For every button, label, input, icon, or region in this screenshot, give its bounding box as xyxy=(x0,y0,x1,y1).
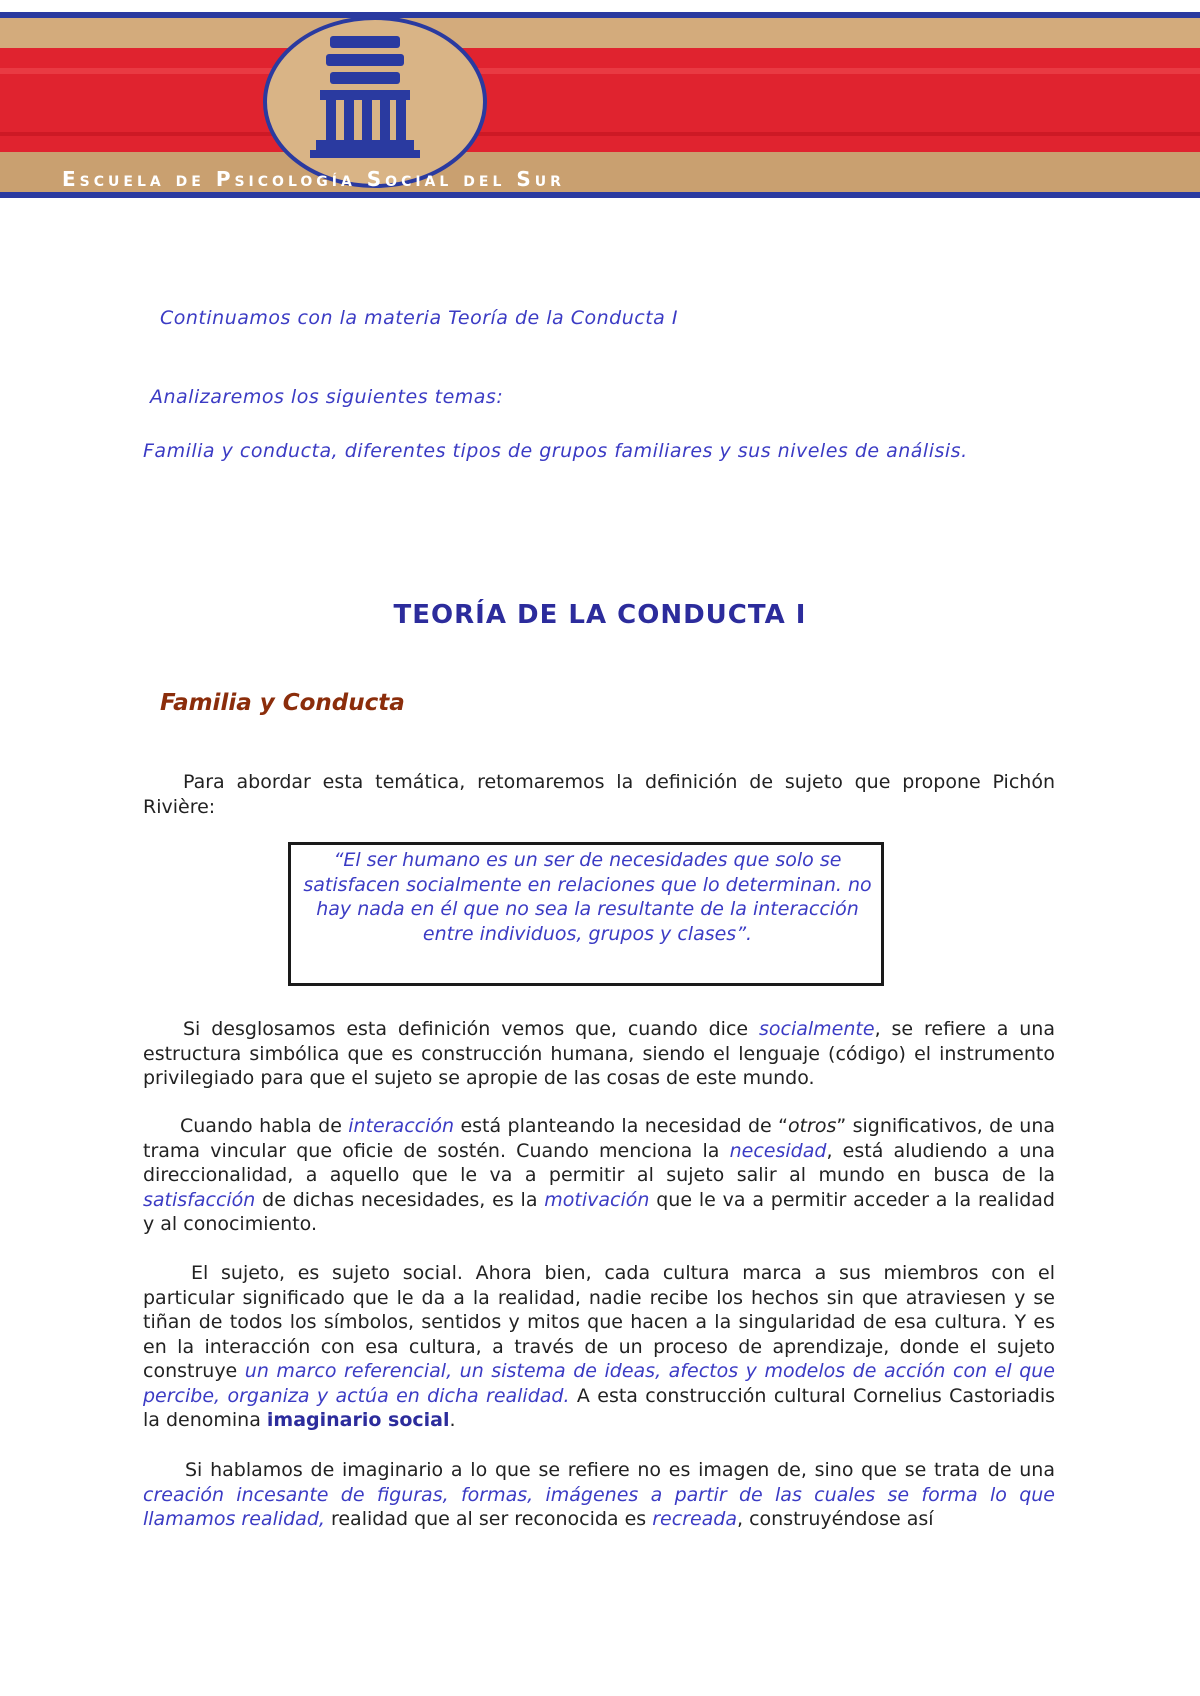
strong-span: imaginario social xyxy=(266,1409,450,1431)
paragraph-2 xyxy=(143,1017,1055,1091)
text-span: Cuando habla de xyxy=(180,1115,349,1137)
text-span: . xyxy=(449,1409,456,1431)
text-span: , se refiere a una estructura simbólica que es construcción humana, siendo el lenguaje (código) el instrumento privilegiado para que el sujeto se apropie de las cosas de este mundo. xyxy=(143,1018,1055,1089)
text-span: realidad que al ser reconocida es xyxy=(324,1508,653,1530)
emphasis-span: creación incesante de figuras, formas, imágenes a partir de las cuales se forma lo que llamamos realidad, xyxy=(143,1483,1055,1530)
emphasis-span: satisfacción xyxy=(143,1188,256,1211)
paragraph-3 xyxy=(143,1114,1055,1237)
header-banner xyxy=(0,12,1200,198)
paragraph-1: Para abordar esta temática, retomaremos la definición de sujeto que propone Pichón Rivière: xyxy=(143,771,1055,818)
text-span: , construyéndose así xyxy=(737,1508,934,1530)
emphasis-span: necesidad xyxy=(729,1139,827,1162)
text-span: ” significativos, de una trama vincular que oficie de sostén. Cuando menciona la xyxy=(143,1115,1056,1162)
paragraph-5 xyxy=(143,1458,1055,1532)
intro-line-1: Continuamos con la materia Teoría de la Conducta I xyxy=(160,307,678,329)
paragraph-4 xyxy=(143,1261,1055,1433)
page-title: TEORÍA DE LA CONDUCTA I xyxy=(393,600,807,630)
emphasis-span: otros xyxy=(787,1115,837,1137)
intro-topics: Familia y conducta, diferentes tipos de grupos familiares y sus niveles de análisis. xyxy=(143,440,968,462)
section-title: Familia y Conducta xyxy=(160,690,405,716)
text-span: Si hablamos de imaginario a lo que se refiere no es imagen de, sino que se trata de una xyxy=(185,1459,1055,1481)
text-span: de dichas necesidades, es la xyxy=(255,1188,545,1211)
emphasis-span: interacción xyxy=(348,1115,455,1137)
text-span: , está aludiendo a una direccionalidad, a aquello que le va a permitir al sujeto salir al mundo en busca de la xyxy=(143,1139,1056,1186)
emphasis-span: motivación xyxy=(544,1188,650,1211)
text-span: que le va a permitir acceder a la realidad y al conocimiento. xyxy=(143,1188,1055,1235)
text-span: El sujeto, es sujeto social. Ahora bien, cada cultura marca a sus miembros con el particular significado que le da a la realidad, nadie recibe los hechos sin que atraviesen y se tiñan de todos los símbolos, sentidos y mitos que hacen a la singularidad de esa cultura. Y es en la interacción con esa cultura, a través de un proceso de aprendizaje, donde el sujeto construye xyxy=(143,1262,1055,1382)
school-name: Escuela de Psicología Social del Sur xyxy=(62,167,565,191)
text-span: está planteando la necesidad de “ xyxy=(454,1115,788,1137)
emphasis-span: un marco referencial, un sistema de ideas, afectos y modelos de acción con el que percibe, organiza y actúa en dicha realidad. xyxy=(143,1360,1055,1407)
emphasis-span: socialmente xyxy=(759,1018,875,1040)
quote-text: “El ser humano es un ser de necesidades que solo se satisfacen socialmente en relaciones que lo determinan. no hay nada en él que no sea la resultante de la interacción entre individuos, grupos y clases”. xyxy=(303,849,872,945)
text-span: A esta construcción cultural Cornelius Castoriadis la denomina xyxy=(143,1384,1055,1431)
text-span: Si desglosamos esta definición vemos que, cuando dice xyxy=(183,1018,759,1040)
intro-line-2: Analizaremos los siguientes temas: xyxy=(150,386,504,408)
emphasis-span: recreada xyxy=(652,1508,738,1530)
